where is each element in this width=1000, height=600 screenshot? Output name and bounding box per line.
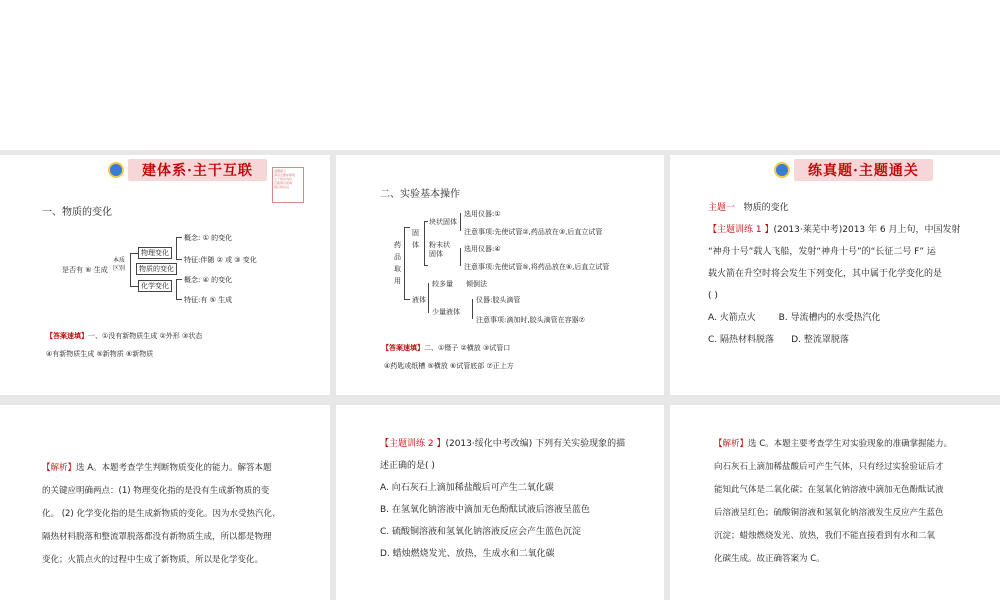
large-amount-label: 较多量: [432, 280, 453, 288]
globe-icon: [108, 162, 124, 178]
dropper-instrument: 仪器:胶头滴管: [476, 296, 521, 304]
powder-solid-label: 粉末状固体: [429, 241, 450, 258]
analysis-label: 【解析】: [714, 439, 749, 449]
slide-3-banner: [774, 159, 933, 181]
small-amount-label: 少量液体: [432, 308, 460, 316]
globe-icon: [774, 162, 790, 178]
root-label: 药品取用: [394, 241, 401, 285]
bracket-line: [424, 265, 428, 266]
option-d: D. 整流罩脱落: [791, 335, 849, 345]
bracket-line: [176, 279, 182, 280]
slide-1-banner: [108, 159, 267, 181]
analysis-text: 沉淀；蜡烛燃烧发光、放热，我们不能直接看到有水和二氧: [714, 531, 936, 541]
analysis-text: 选 A。本题考查学生判断物质变化的能力。解答本题: [76, 463, 272, 473]
powder-instrument: 选用仪器:④: [464, 245, 501, 253]
slide-3-thumbnail[interactable]: [670, 155, 1000, 395]
bracket-line: [460, 213, 461, 231]
option-b: B. 在氢氧化钠溶液中滴加无色酚酞试液后溶液呈蓝色: [380, 505, 590, 515]
bracket-line: [428, 283, 429, 313]
bracket-line: [176, 299, 182, 300]
analysis-text: 化。 (2) 化学变化指的是生成新物质的变化。因为水受热汽化、: [42, 509, 281, 519]
bracket-line: [404, 227, 405, 299]
train-label: 【主题训练 1 】: [708, 225, 774, 235]
option-a: A. 火箭点火: [708, 313, 756, 323]
analysis-text: 向石灰石上滴加稀盐酸后可产生气体，只有经过实验验证后才: [714, 462, 944, 472]
question-text: ( ): [708, 291, 718, 301]
banner-title: 建体系·主干互联: [128, 159, 267, 181]
lump-instrument: 选用仪器:①: [464, 210, 501, 218]
bracket-line: [424, 221, 425, 266]
options-row-1: [708, 307, 998, 329]
diagram-left-label: 是否有 ⑥ 生成: [62, 266, 108, 274]
banner-title: 练真题·主题通关: [794, 159, 933, 181]
question-text: 述正确的是( ): [380, 461, 435, 471]
question-block: [708, 197, 998, 351]
analysis-text: 后溶液呈红色；硫酸铜溶液和氢氧化钠溶液发生反应产生蓝色: [714, 508, 944, 518]
tip-line: 相应知识点: [274, 185, 290, 189]
analysis-text: 变化；火箭点火的过程中生成了新物质，所以是化学变化。: [42, 555, 264, 565]
bracket-line: [404, 299, 410, 300]
box-chemical-change: 化学变化: [138, 280, 172, 292]
tip-line: 请双击图标修改: [274, 173, 296, 177]
liquid-label: 液体: [412, 296, 426, 304]
bracket-line: [404, 227, 410, 228]
answer-label: 【答案速填】: [382, 344, 424, 352]
question-line: [708, 219, 998, 241]
bracket-line: [176, 259, 182, 260]
analysis-label: 【解析】: [42, 463, 77, 473]
analysis-text: 化碳生成。故正确答案为 C。: [714, 554, 825, 564]
chemical-feature: 特征:有 ⑤ 生成: [184, 296, 233, 304]
solid-label: 固体: [412, 229, 419, 249]
analysis-line: [714, 433, 998, 456]
powder-notes: 注意事项:先使试管⑤,将药品放在⑥,后直立试管: [464, 263, 610, 271]
bracket-line: [130, 253, 131, 286]
section-title: 二、实验基本操作: [380, 189, 460, 200]
physical-concept: 概念: ① 的变化: [184, 234, 233, 242]
tip-line: 互联网可查询: [274, 181, 293, 185]
question-block: [380, 433, 662, 565]
answer-line-2: ④有新物质生成 ⑤新物质 ⑥新物质: [46, 350, 154, 358]
pour-method: 倾倒法: [466, 280, 487, 288]
bracket-line: [130, 286, 138, 287]
analysis-text: 能知此气体是二氧化碳；在氢氧化钠溶液中滴加无色酚酞试液: [714, 485, 944, 495]
lump-solid-label: 块状固体: [429, 218, 457, 226]
bracket-line: [176, 237, 177, 259]
answer-label: 【答案速填】: [46, 332, 88, 340]
bracket-line: [460, 248, 461, 266]
slide-5-thumbnail[interactable]: [336, 405, 664, 600]
bracket-line: [130, 253, 138, 254]
section-title: 一、物质的变化: [42, 207, 112, 218]
physical-feature: 特征:伴随 ② 或 ③ 变化: [184, 256, 257, 264]
option-b: B. 导流槽内的水受热汽化: [778, 313, 881, 323]
tip-line: 温馨提示: [274, 169, 287, 173]
topic-label: 主题一: [708, 203, 736, 213]
analysis-text: 隔热材料脱落和整流罩脱落都没有新物质生成，所以都是物理: [42, 532, 272, 542]
option-a: A. 向石灰石上滴加稀盐酸后可产生二氧化碳: [380, 483, 554, 493]
slide-4-thumbnail[interactable]: [0, 405, 330, 600]
bracket-line: [472, 299, 473, 319]
question-line: [380, 433, 662, 455]
slide-6-thumbnail[interactable]: [670, 405, 1000, 600]
tip-note: [272, 167, 304, 203]
analysis-text: 的关键应明确两点：(1) 物理变化指的是没有生成新物质的变: [42, 486, 270, 496]
options-row-2: [708, 329, 998, 351]
analysis-text: 选 C。本题主要考查学生对实验现象的准确掌握能力。: [748, 439, 953, 449]
slide-1-thumbnail[interactable]: [0, 155, 330, 395]
answer-text: 一、①没有新物质生成 ②外形 ③状态: [88, 332, 203, 340]
question-text: (2013·莱芜中考)2013 年 6 月上旬，中国发射: [773, 225, 961, 235]
lump-notes: 注意事项:先使试管②,药品放在③,后直立试管: [464, 228, 603, 236]
analysis-line: [42, 457, 327, 480]
option-c: C. 硫酸铜溶液和氢氧化钠溶液反应会产生蓝色沉淀: [380, 527, 582, 537]
answer-text: 二、①镊子 ②横放 ③试管口: [424, 344, 511, 352]
question-text: (2013·绥化中考改编) 下列有关实验现象的描: [445, 439, 626, 449]
bracket-line: [176, 279, 177, 299]
answer-line-2: ④药匙或纸槽 ⑤横放 ⑥试管底部 ⑦正上方: [384, 362, 514, 370]
box-physical-change: 物理变化: [138, 247, 172, 259]
tip-line: 主干知识内容: [274, 177, 293, 181]
option-c: C. 隔热材料脱落: [708, 335, 775, 345]
analysis-block: [42, 457, 327, 572]
option-d: D. 蜡烛燃烧发光、放热，生成水和二氧化碳: [380, 549, 555, 559]
bracket-line: [176, 237, 182, 238]
chemical-concept: 概念: ④ 的变化: [184, 276, 233, 284]
answer-line-1: [46, 331, 202, 341]
topic-name: 物质的变化: [743, 203, 789, 213]
diagram-essence-label: 本质区别: [113, 257, 126, 272]
slide-2-thumbnail[interactable]: [336, 155, 664, 395]
bracket-line: [424, 221, 428, 222]
box-matter-change: 物质的变化: [136, 263, 177, 275]
dropper-notes: 注意事项:滴加时,胶头滴管在容器⑦: [476, 316, 585, 324]
question-text: “神舟十号”载人飞船，发射“神舟十号”的“长征二号 F” 运: [708, 247, 936, 257]
answer-line-1: [382, 343, 510, 353]
question-text: 载火箭在升空时将会发生下列变化，其中属于化学变化的是: [708, 269, 943, 279]
train-label: 【主题训练 2 】: [380, 439, 446, 449]
analysis-block: [714, 433, 998, 571]
topic-line: [708, 197, 998, 219]
